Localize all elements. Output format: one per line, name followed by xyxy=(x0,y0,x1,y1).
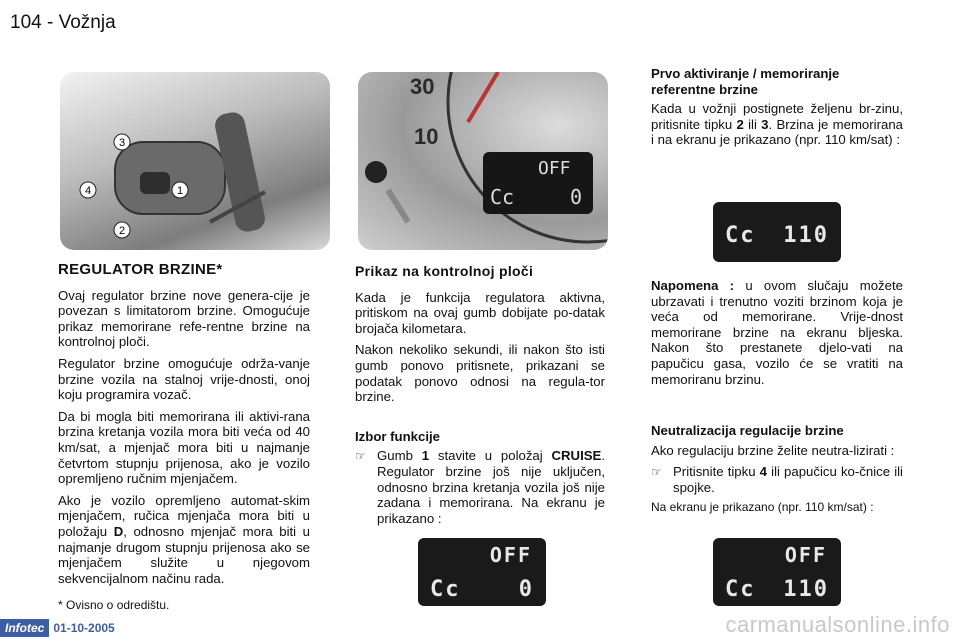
trip-button xyxy=(365,161,387,183)
page-title: 104 - Vožnja xyxy=(10,12,116,33)
text-run: Ako je vozilo opremljeno automat-skim mjenjačem, ručica mjenjača mora biti u položaju xyxy=(58,492,310,539)
sub-heading: Prvo aktiviranje / memoriranje referentne brzine xyxy=(651,66,840,97)
watermark: carmanualsonline.info xyxy=(725,612,950,637)
lcd-line1: OFF xyxy=(784,543,827,567)
column-cruise-control xyxy=(58,262,310,592)
speedometer-needle xyxy=(468,72,498,122)
paragraph: Ako regulaciju brzine želite neutra-lizirati : xyxy=(651,442,895,458)
paragraph: Da bi mogla biti memorirana ili aktivi-rana brzina kretanja vozila mora biti veća od 40 km/sat, a mjenjač mora biti u najmanje četvrtom stupnju prijenosa, ako je vozilo opremljeno ručnim mjenjačem. xyxy=(58,408,310,487)
bold-text: CRUISE xyxy=(551,448,602,464)
lcd-display-off xyxy=(418,538,546,606)
text-run: , odnosno mjenjač mora biti u najmanje drugom stupnju prijenosa ako se mjenjačem služite u njegovom sekvencijalnom načinu rada. xyxy=(58,523,311,586)
bullet-text xyxy=(377,448,605,526)
text-run: ili papučicu ko-čnice ili spojke. xyxy=(673,464,903,495)
text-run: u ovom slučaju možete ubrzavati i trenutno voziti brzinom koja je veća od memorirane. Vrije-dnost memorirane brzine na ekranu bljeska. Nakon što prestanete djelo-vati na papučicu gasa, vozilo će se vratiti na memoriranu brzinu. xyxy=(651,278,903,387)
text-run: . Brzina je memorirana i na ekranu je prikazano (npr. 110 km/sat) : xyxy=(651,116,903,148)
footnote: * Ovisno o odredištu. xyxy=(58,598,170,612)
text-run: Gumb xyxy=(377,448,422,464)
paragraph: Nakon nekoliko sekundi, ili nakon što isti gumb ponovo pritisnete, prikazani se podatak ponovo odnosi na regula-tor brzine. xyxy=(355,342,605,405)
column-activation xyxy=(651,66,903,154)
footer xyxy=(0,618,115,638)
dial-label-10: 10 xyxy=(414,124,439,149)
pointer-arrow xyxy=(388,190,408,222)
sub-heading: Neutralizacija regulacije brzine xyxy=(651,423,844,439)
stalk-illustration xyxy=(60,72,330,250)
paragraph xyxy=(651,278,903,387)
pointing-hand-icon: ☞ xyxy=(651,465,662,480)
lcd-line2b: 0 xyxy=(518,577,534,602)
paragraph xyxy=(651,101,903,148)
text-run: . Regulator brzine još nije uključen, odnosno brzina kretanja vozila još nije zadana i memorirana. Na ekranu je prikazano : xyxy=(377,448,605,526)
lcd-line2a: Cc xyxy=(725,577,756,602)
stalk-number-2: 2 xyxy=(119,225,126,237)
bold-text: 2 xyxy=(736,116,744,132)
cruise-control-stalk-image xyxy=(60,72,330,250)
stalk-button xyxy=(140,172,170,194)
bullet-item xyxy=(355,448,605,526)
lcd-display-110 xyxy=(713,202,841,262)
text-run: Pritisnite tipku xyxy=(673,464,760,480)
lcd-display-off-110 xyxy=(713,538,841,606)
paragraph: Kada je funkcija regulatora aktivna, pritiskom na ovaj gumb dobijate po-datak brojača kilometara. xyxy=(355,289,605,336)
bullet-text xyxy=(673,464,903,495)
dial-label-30: 30 xyxy=(410,74,435,99)
note-block xyxy=(651,278,903,515)
stalk-number-4: 4 xyxy=(85,185,92,197)
stalk-number-3: 3 xyxy=(119,137,126,149)
bold-text: 4 xyxy=(759,464,768,480)
caption-line: Na ekranu je prikazano (npr. 110 km/sat) : xyxy=(651,499,874,514)
bullet-item xyxy=(651,464,903,495)
display-line2b: 0 xyxy=(570,185,583,209)
footer-date: 01-10-2005 xyxy=(53,621,115,635)
lcd-line2b: 110 xyxy=(783,223,829,248)
display-line2a: Cc xyxy=(490,185,515,209)
note-label: Napomena : xyxy=(651,278,735,293)
bold-text: 3 xyxy=(761,116,769,132)
text-run: ili xyxy=(743,116,762,132)
lcd-line2a: Cc xyxy=(430,577,461,602)
bold-text: D xyxy=(113,523,124,539)
lcd-line1: OFF xyxy=(489,543,532,567)
paragraph: Regulator brzine omogućuje održa-vanje brzine vozila na stalnoj vrije-dnosti, onoj koju programira vozač. xyxy=(58,355,310,403)
section-heading: REGULATOR BRZINE* xyxy=(58,261,223,278)
sub-heading: Izbor funkcije xyxy=(355,428,440,444)
column-dashboard-display xyxy=(355,264,605,526)
infotec-logo: Infotec xyxy=(0,619,49,637)
lcd-line2b: 110 xyxy=(783,577,829,602)
section-heading: Prikaz na kontrolnoj ploči xyxy=(355,263,534,279)
dashboard-illustration xyxy=(358,72,608,250)
display-line1: OFF xyxy=(538,158,571,179)
text-run: stavite u položaj xyxy=(429,448,552,464)
text-run: Kada u vožnji postignete željenu br-zinu, pritisnite tipku xyxy=(651,101,903,132)
paragraph: Ovaj regulator brzine nove genera-cije je povezan s limitatorom brzine. Omogućuje prikaz memorirane refe-rentne brzine na kontrolnoj ploči. xyxy=(58,287,310,350)
pointing-hand-icon: ☞ xyxy=(355,449,366,464)
stalk-number-1: 1 xyxy=(177,185,184,197)
paragraph xyxy=(58,493,310,587)
lcd-line2a: Cc xyxy=(725,223,756,248)
dashboard-image xyxy=(358,72,608,250)
bold-text: 1 xyxy=(421,448,430,464)
